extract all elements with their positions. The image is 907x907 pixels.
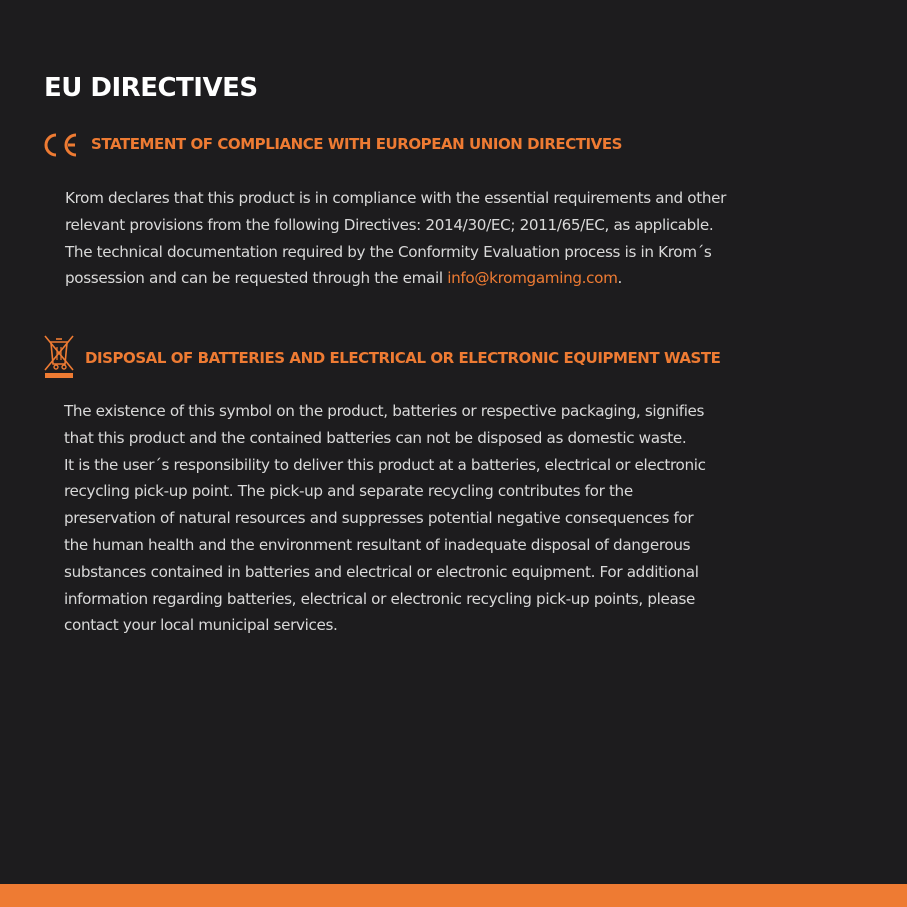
compliance-line-last (65, 265, 726, 292)
disposal-statement (64, 398, 706, 639)
compliance-statement (65, 185, 726, 292)
compliance-line: Krom declares that this product is in compliance with the essential requirements and other (65, 189, 726, 207)
compliance-line: The technical documentation required by the Conformity Evaluation process is in Krom´s (65, 242, 712, 261)
disposal-line: the human health and the environment resultant of inadequate disposal of dangerous (64, 535, 691, 554)
disposal-line: It is the user´s responsibility to deliver this product at a batteries, electrical or electronic (64, 455, 706, 474)
disposal-line: that this product and the contained batteries can not be disposed as domestic waste. (64, 428, 687, 447)
email-link[interactable]: info@kromgaming.com (447, 269, 618, 288)
compliance-email-prefix: possession and can be requested through the email (65, 269, 448, 288)
disposal-line: contact your local municipal services. (64, 616, 338, 635)
crossed-out-wheeled-bin-icon (42, 334, 76, 380)
compliance-email-suffix: . (617, 269, 623, 288)
disposal-line: substances contained in batteries and electrical or electronic equipment. For additional (64, 562, 699, 581)
footer-accent-bar (0, 884, 907, 907)
disposal-line: information regarding batteries, electrical or electronic recycling pick-up points, please (64, 589, 695, 608)
ce-mark-icon (43, 132, 81, 158)
compliance-heading: STATEMENT OF COMPLIANCE WITH EUROPEAN UNION DIRECTIVES (91, 135, 622, 153)
compliance-line: relevant provisions from the following Directives: 2014/30/EC; 2011/65/EC, as applicable. (65, 215, 714, 234)
disposal-line: The existence of this symbol on the product, batteries or respective packaging, signifies (64, 402, 705, 420)
disposal-line: recycling pick-up point. The pick-up and separate recycling contributes for the (64, 482, 633, 501)
disposal-line: preservation of natural resources and suppresses potential negative consequences for (64, 509, 694, 528)
disposal-heading: DISPOSAL OF BATTERIES AND ELECTRICAL OR ELECTRONIC EQUIPMENT WASTE (85, 349, 721, 367)
page-title: EU DIRECTIVES (44, 73, 258, 103)
